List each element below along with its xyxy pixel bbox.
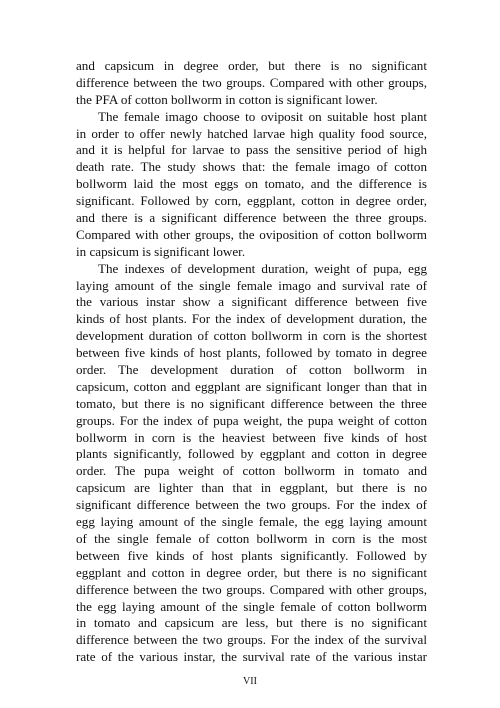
text-line: capsicum are lighter than that in eggplant, but there is no [76,480,427,496]
text-line: and capsicum in degree order, but there is no significant [76,58,427,73]
text-line: laying amount of the single female imago and survival rate of [76,277,427,293]
text-line: capsicum, cotton and eggplant are significant longer than that in [76,378,427,394]
text-line: significant difference between the two groups. For the index of [76,497,427,513]
page-number: VII [243,676,257,687]
text-line: difference between the two groups. Compared with other groups, [76,581,427,597]
text-line: The indexes of development duration, weight of pupa, egg [98,260,427,276]
text-line: order. The pupa weight of cotton bollworm in tomato and [76,463,427,479]
text-line: significant. Followed by corn, eggplant, cotton in degree order, [76,193,427,209]
paragraph-3 [76,261,427,666]
text-line: in capsicum is significant lower. [76,243,246,259]
text-line: difference between the two groups. For the index of the survival [76,632,427,648]
text-line: in order to offer newly hatched larvae high quality food source, [76,125,427,141]
text-line: between five kinds of host plants significantly. Followed by [76,547,427,563]
text-line: groups. For the index of pupa weight, the pupa weight of cotton [76,412,427,428]
text-line: bollworm in corn is the heaviest between five kinds of host [76,429,427,445]
text-line: the egg laying amount of the single female of cotton bollworm [76,598,427,614]
text-line: and it is helpful for larvae to pass the sensitive period of high [76,142,427,158]
text-line: death rate. The study shows that: the female imago of cotton [76,159,427,175]
paragraph-1 [76,58,427,109]
text-line: in tomato and capsicum are less, but there is no significant [76,615,427,631]
text-line: the various instar show a significant difference between five [76,294,427,310]
text-line: egg laying amount of the single female, the egg laying amount [76,514,427,530]
text-line: the PFA of cotton bollworm in cotton is significant lower. [76,91,378,107]
text-line: order. The development duration of cotton bollworm in [76,362,427,378]
text-line: eggplant and cotton in degree order, but there is no significant [76,564,427,580]
text-line: The female imago choose to oviposit on suitable host plant [98,108,427,124]
text-line: kinds of host plants. For the index of development duration, the [76,311,427,327]
text-line: between five kinds of host plants, followed by tomato in degree [76,345,427,361]
text-line: difference between the two groups. Compared with other groups, [76,74,427,90]
text-line: bollworm laid the most eggs on tomato, and the difference is [76,176,427,192]
text-line: tomato, but there is no significant difference between the three [76,395,427,411]
text-line: of the single female of cotton bollworm in corn is the most [76,530,427,546]
paragraph-2 [76,109,427,261]
body-text [76,58,427,666]
text-line: plants significantly, followed by eggplant and cotton in degree [76,446,427,462]
text-line: and there is a significant difference between the three groups. [76,210,427,226]
text-line: Compared with other groups, the oviposition of cotton bollworm [76,226,427,242]
text-line: development duration of cotton bollworm in corn is the shortest [76,328,427,344]
text-line: rate of the various instar, the survival rate of the various instar [76,649,427,665]
